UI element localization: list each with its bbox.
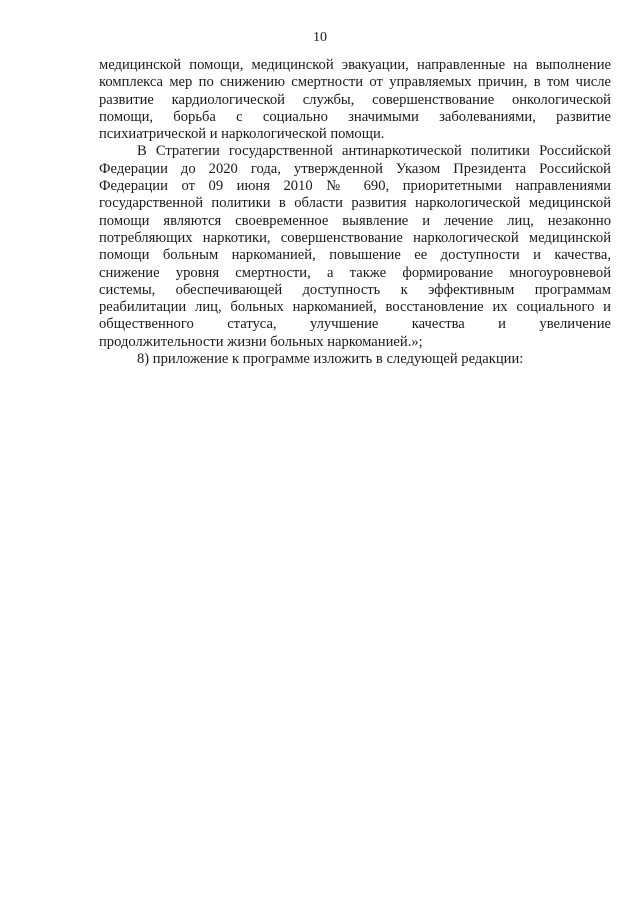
text-line: Федерации от 09 июня 2010 № 690, приоритетными направлениями xyxy=(99,178,611,195)
page-number: 10 xyxy=(313,30,327,45)
text-line: реабилитации лиц, больных наркоманией, восстановление их социального и xyxy=(99,299,611,316)
text-line: В Стратегии государственной антинаркотической политики Российской xyxy=(137,143,611,160)
text-line: системы, обеспечивающей доступность к эффективным программам xyxy=(99,281,611,298)
paragraph-3 xyxy=(99,351,611,368)
text-line: комплекса мер по снижению смертности от управляемых причин, в том числе xyxy=(99,74,611,91)
text-line: Федерации до 2020 года, утвержденной Указом Президента Российской xyxy=(99,160,611,177)
text-line: развитие кардиологической службы, совершенствование онкологической xyxy=(99,91,611,108)
text-line: потребляющих наркотики, совершенствование наркологической медицинской xyxy=(99,229,611,246)
paragraph-1 xyxy=(99,57,611,143)
text-line: 8) приложение к программе изложить в следующей редакции: xyxy=(137,351,524,368)
text-line: медицинской помощи, медицинской эвакуации, направленные на выполнение xyxy=(99,57,611,73)
text-line: государственной политики в области развития наркологической медицинской xyxy=(99,195,611,212)
text-line: помощи больным наркоманией, повышение ее доступности и качества, xyxy=(99,247,611,264)
text-line: помощи, борьба с социально значимыми заболеваниями, развитие xyxy=(99,108,611,125)
text-line: продолжительности жизни больных наркоманией.»; xyxy=(99,333,423,350)
document-body xyxy=(99,57,611,368)
text-line: помощи являются своевременное выявление и лечение лиц, незаконно xyxy=(99,212,611,229)
paragraph-2 xyxy=(99,143,611,351)
text-line: снижение уровня смертности, а также формирование многоуровневой xyxy=(99,264,611,281)
text-line: психиатрической и наркологической помощи. xyxy=(99,126,385,143)
text-line: общественного статуса, улучшение качества и увеличение xyxy=(99,316,611,333)
